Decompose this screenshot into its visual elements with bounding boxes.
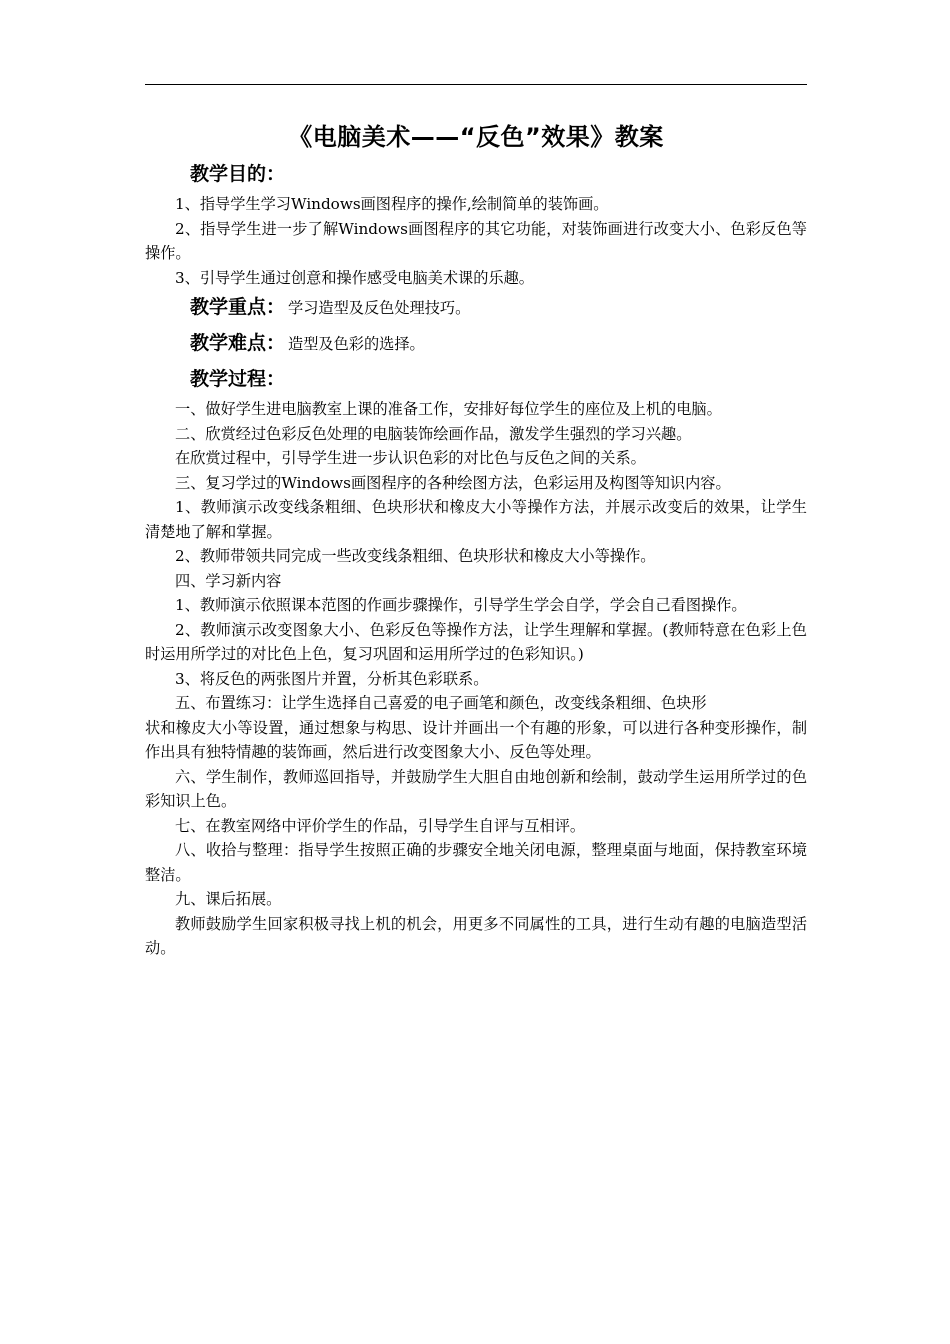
key-text: 学习造型及反色处理技巧。 — [288, 299, 471, 317]
purpose-item: 2、指导学生进一步了解Windows画图程序的其它功能，对装饰画进行改变大小、色彩反色等操作。 — [145, 219, 807, 262]
process-paragraph: 四、学习新内容 — [175, 571, 282, 590]
process-paragraph: 1、教师演示依照课本范图的作画步骤操作，引导学生学会自学，学会自己看图操作。 — [175, 596, 747, 614]
difficulty-text: 造型及色彩的选择。 — [288, 335, 425, 353]
process-paragraph: 2、教师带领共同完成一些改变线条粗细、色块形状和橡皮大小等操作。 — [175, 547, 656, 565]
process-paragraph: 九、课后拓展。 — [175, 890, 282, 908]
document-title: 《电脑美术——“反色”效果》教案 — [288, 123, 664, 151]
document-body — [145, 157, 807, 961]
header-rule — [145, 84, 807, 85]
process-paragraph: 3、将反色的两张图片并置，分析其色彩联系。 — [175, 669, 489, 688]
process-paragraph: 八、收拾与整理：指导学生按照正确的步骤安全地关闭电源，整理桌面与地面，保持教室环境整洁。 — [145, 841, 807, 884]
process-paragraph: 2、教师演示改变图象大小、色彩反色等操作方法，让学生理解和掌握。(教师特意在色彩上色时运用所学过的对比色上色，复习巩固和运用所学过的色彩知识。) — [145, 620, 807, 663]
process-paragraph: 1、教师演示改变线条粗细、色块形状和橡皮大小等操作方法，并展示改变后的效果，让学生清楚地了解和掌握。 — [145, 498, 807, 541]
purpose-heading: 教学目的： — [190, 163, 286, 185]
difficulty-heading: 教学难点： — [190, 332, 286, 354]
process-paragraph: 一、做好学生进电脑教室上课的准备工作，安排好每位学生的座位及上机的电脑。 — [175, 400, 722, 418]
purpose-item: 1、指导学生学习Windows画图程序的操作,绘制简单的装饰画。 — [175, 195, 609, 213]
difficulty-points — [145, 326, 807, 362]
process-paragraph: 六、学生制作，教师巡回指导，并鼓励学生大胆自由地创新和绘制，鼓动学生运用所学过的色彩知识上色。 — [145, 767, 807, 810]
key-points — [145, 290, 807, 326]
process-heading: 教学过程： — [190, 368, 286, 390]
process-paragraph: 教师鼓励学生回家积极寻找上机的机会，用更多不同属性的工具，进行生动有趣的电脑造型活动。 — [145, 914, 807, 957]
process-paragraph-continued: 状和橡皮大小等设置，通过想象与构思、设计并画出一个有趣的形象，可以进行各种变形操作，制作出具有独特情趣的装饰画，然后进行改变图象大小、反色等处理。 — [145, 718, 807, 761]
process-paragraph: 三、复习学过的Windows画图程序的各种绘图方法，色彩运用及构图等知识内容。 — [175, 473, 731, 492]
process-paragraph: 七、在教室网络中评价学生的作品，引导学生自评与互相评。 — [175, 816, 586, 835]
purpose-item: 3、引导学生通过创意和操作感受电脑美术课的乐趣。 — [175, 268, 534, 287]
process-paragraph: 在欣赏过程中，引导学生进一步认识色彩的对比色与反色之间的关系。 — [175, 449, 646, 467]
process-paragraph: 五、布置练习：让学生选择自己喜爱的电子画笔和颜色，改变线条粗细、色块形 — [175, 694, 707, 712]
key-heading: 教学重点： — [190, 296, 286, 318]
process-paragraph: 二、欣赏经过色彩反色处理的电脑装饰绘画作品，激发学生强烈的学习兴趣。 — [175, 424, 692, 443]
